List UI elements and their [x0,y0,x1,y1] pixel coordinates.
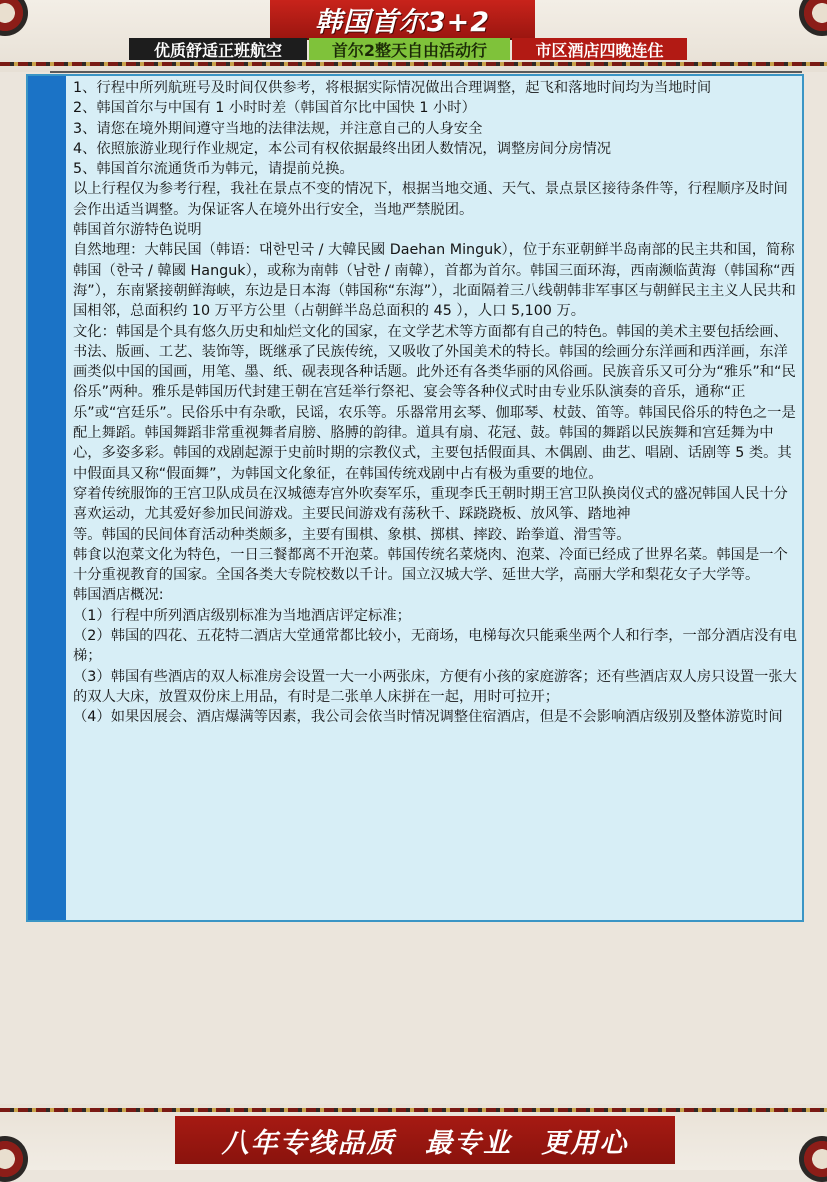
note-paragraph: 5、韩国首尔流通货币为韩元，请提前兑换。 [73,161,354,178]
note-paragraph: 2、韩国首尔与中国有 1 小时时差（韩国首尔比中国快 1 小时） [73,100,476,117]
section-heading: 韩国酒店概况: [73,587,164,604]
note-paragraph: 以上行程仅为参考行程，我社在景点不变的情况下，根据当地交通、天气、景点景区接待条件等，行程顺序及时间会作出适当调整。为保证客人在境外出行安全，当地严禁脱团。 [73,181,788,218]
decorative-border [0,62,827,66]
note-paragraph: （2）韩国的四花、五花特二酒店大堂通常都比较小，无商场，电梯每次只能乘坐两个人和行李，一部分酒店没有电梯； [73,628,797,665]
note-paragraph: 1、行程中所列航班号及时间仅供参考，将根据实际情况做出合理调整，起飞和落地时间均为当地时间 [73,80,712,96]
note-paragraph: （3）韩国有些酒店的双人标准房会设置一大一小两张床，方便有小孩的家庭游客；还有些酒店双人房只设置一张大的双人大床，放置双份床上用品，有时是二张单人床拼在一起，用时可拉开； [73,668,797,705]
note-paragraph: 穿着传统服饰的王宫卫队成员在汉城德寿宫外吹奏军乐，重现李氏王朝时期王宫卫队换岗仪式的盛况韩国人民十分喜欢运动，尤其爱好参加民间游戏。主要民间游戏有荡秋千、踩跷跷板、放风筝、踏地神 [73,485,788,523]
decorative-border [0,1108,827,1112]
section-heading: 韩国首尔游特色说明 [73,222,202,239]
note-paragraph: （4）如果因展会、酒店爆满等因素，我公司会依当时情况调整住宿酒店，但是不会影响酒店级别及整体游览时间 [73,709,783,726]
footer-band [0,1104,827,1170]
slogan-plate [175,1116,675,1164]
content-panel [26,74,804,922]
page-title: 韩国首尔3+2 [314,6,491,38]
note-paragraph: 文化：韩国是个具有悠久历史和灿烂文化的国家，在文学艺术等方面都有自己的特色。韩国的美术主要包括绘画、书法、版画、工艺、装饰等，既继承了民族传统，又吸收了外国美术的特长。韩国的绘画分东洋画和西洋画，东洋画类似中国的国画，用笔、墨、纸、砚表现各种话题。此外还有各类华丽的风俗画。民族音乐又可分为“雅乐”和“民俗乐”两种。雅乐是韩国历代封建王朝在宫廷举行祭祀、宴会等各种仪式时由专业乐队演奏的音乐，通称“正乐”或“宫廷乐”。民俗乐中有杂歌，民谣，农乐等。乐器常用玄琴、伽耶琴、杖鼓、笛等。韩国民俗乐的特色之一是配上舞蹈。韩国舞蹈非常重视舞者肩膀、胳膊的韵律。道具有扇、花冠、鼓。韩国的舞蹈以民族舞和宫廷舞为中心，多姿多彩。韩国的戏剧起源于史前时期的宗教仪式，主要包括假面具、木偶剧、曲艺、唱剧、话剧等 5 类。其中假面具又称“假面舞”，为韩国文化象征，在韩国传统戏剧中占有极为重要的地位。 [73,323,796,482]
notes-text [73,78,800,728]
title-plate [270,0,535,40]
note-paragraph: （1）行程中所列酒店级别标准为当地酒店评定标准； [73,607,411,624]
corner-ornament [0,1136,28,1182]
tag-free-activity: 首尔2整天自由活动行 [309,38,510,60]
note-paragraph: 3、请您在境外期间遵守当地的法律法规，并注意自己的人身安全 [73,120,483,137]
corner-ornament [799,0,827,36]
note-paragraph: 等。韩国的民间体育活动种类颇多，主要有围棋、象棋、掷棋、摔跤、跆拳道、滑雪等。 [73,526,631,543]
divider [50,71,802,73]
note-paragraph: 韩食以泡菜文化为特色，一日三餐都离不开泡菜。韩国传统名菜烧肉、泡菜、冷面已经成了世界名菜。韩国是一个十分重视教育的国家。全国各类大专院校数以千计。国立汉城大学、延世大学，高丽大学和梨花女子大学等。 [73,546,788,584]
corner-ornament [0,0,28,36]
note-paragraph: 4、依照旅游业现行作业规定，本公司有权依据最终出团人数情况，调整房间分房情况 [73,140,612,157]
note-paragraph: 自然地理：大韩民国（韩语：대한민국 / 大韓民國 Daehan Minguk），位于东亚朝鲜半岛南部的民主共和国，简称韩国（한국 / 韓國 Hanguk），或称为南韩（남한 / 南韓），首都为首尔。韩国三面环海，西南濒临黄海（韩国称“西海”），东南紧接朝鲜海峡，东边是日本海（韩国称“东海”），北面隔着三八线朝韩非军事区与朝鲜民主主义人民共和国相邻，总面积约 10 万平方公里（占朝鲜半岛总面积的 45 ），人口 5,100 万。 [73,242,796,320]
tag-hotel: 市区酒店四晚连住 [512,38,687,60]
footer-slogan: 八年专线品质 最专业 更用心 [221,1127,629,1159]
corner-ornament [799,1136,827,1182]
panel-side-bar [28,76,66,920]
tag-airline: 优质舒适正班航空 [129,38,307,60]
